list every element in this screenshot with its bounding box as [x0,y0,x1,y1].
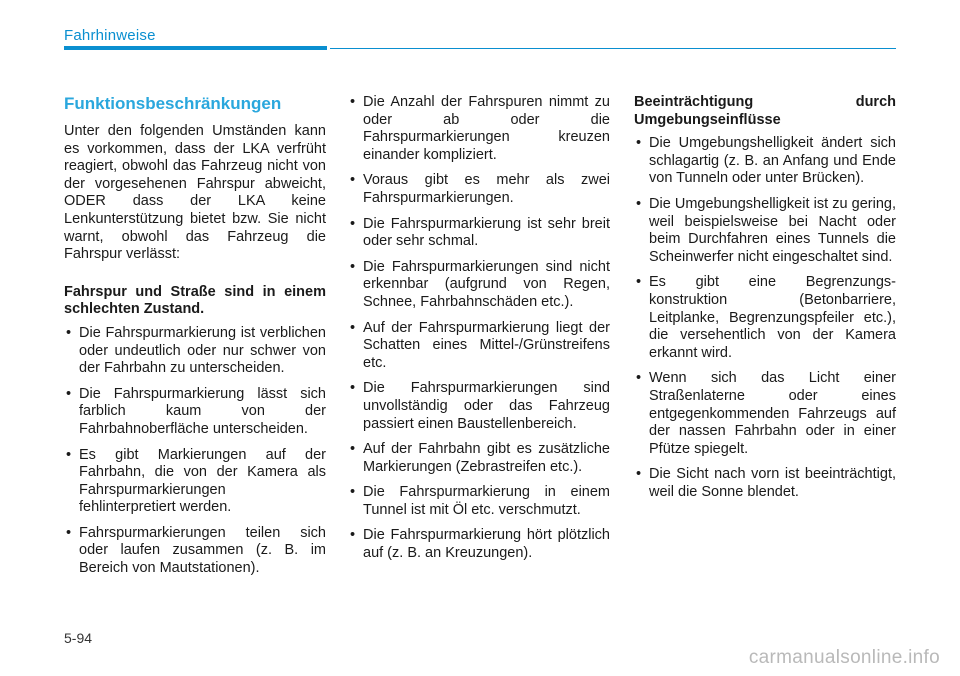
list-item: • Die Fahrspurmarkierung lässt sich farblich kaum von der Fahrbahnoberfläche unterscheiden. [66,385,326,437]
list-item: • Es gibt eine Begrenzungs-konstruktion (Betonbarriere, Leitplanke, Begrenzungspfeiler etc.), die versehentlich von der Kamera erkannt wird. [636,274,896,361]
column-3 [634,94,896,509]
list-item: • Auf der Fahrbahn gibt es zusätzliche Markierungen (Zebrastreifen etc.). [350,441,610,475]
watermark: carmanualsonline.info [748,647,940,668]
section-title: Funktionsbeschränkungen [64,94,282,113]
subheading-environment: Beeinträchtigung durch Umgebungseinflüsse [634,94,896,128]
list-item: • Die Anzahl der Fahrspuren nimmt zu oder ab oder die Fahrspurmarkierungen kreuzen einander kompliziert. [350,94,610,163]
list-item: • Die Fahrspurmarkierungen sind nicht erkennbar (aufgrund von Regen, Schnee, Fahrbahnschäden etc.). [350,258,610,310]
list-item: • Auf der Fahrspurmarkierung liegt der Schatten eines Mittel-/Grünstreifens etc. [350,319,610,371]
list-item: • Fahrspurmarkierungen teilen sich oder laufen zusammen (z. B. im Bereich von Mautstationen). [66,524,326,577]
column-2 [348,94,610,571]
list-item: • Die Fahrspurmarkierungen sind unvollständig oder das Fahrzeug passiert einen Baustellenbereich. [350,380,610,432]
list-item: • Die Umgebungshelligkeit ändert sich schlagartig (z. B. an Anfang und Ende von Tunneln oder unter Brücken). [636,135,896,187]
list-item: • Die Fahrspurmarkierung ist verblichen oder undeutlich oder nur schwer von der Fahrbahn zu unterscheiden. [66,324,326,377]
column-1 [64,94,326,586]
list-item: • Die Fahrspurmarkierung hört plötzlich auf (z. B. an Kreuzungen). [350,527,610,562]
list-item: • Wenn sich das Licht einer Straßenlaterne oder eines entgegenkommenden Fahrzeugs auf der nassen Fahrbahn oder in einer Pfütze spiegelt. [636,370,896,457]
bullet-list-3 [634,135,896,501]
header-rule-thin [330,48,896,49]
header-rule-thick [64,46,327,50]
intro-paragraph: Unter den folgenden Umständen kann es vorkommen, dass der LKA verfrüht reagiert, obwohl das Fahrzeug nicht von der vorgesehenen Fahrspur abweicht, ODER dass der LKA keine Lenkunterstützung bietet bzw. Sie nicht warnt, obwohl das Fahrzeug die Fahrspur verlässt: [64,123,326,263]
list-item: • Die Umgebungshelligkeit ist zu gering, weil beispielsweise bei Nacht oder beim Durchfahren eines Tunnels die Scheinwerfer nicht eingeschaltet sind. [636,195,896,265]
page-number: 5-94 [64,630,93,646]
list-item: • Die Sicht nach vorn ist beeinträchtigt, weil die Sonne blendet. [636,466,896,500]
bullet-list-1 [64,325,326,578]
list-item: • Die Fahrspurmarkierung in einem Tunnel ist mit Öl etc. verschmutzt. [350,484,610,518]
bullet-list-2 [348,94,610,563]
list-item: • Voraus gibt es mehr als zwei Fahrspurmarkierungen. [350,172,610,206]
list-item: • Es gibt Markierungen auf der Fahrbahn, die von der Kamera als Fahrspurmarkierungen fehlinterpretiert werden. [66,446,326,516]
section-label: Fahrhinweise [64,27,156,44]
subheading-road-condition: Fahrspur und Straße sind in einem schlechten Zustand. [64,283,326,318]
list-item: • Die Fahrspurmarkierung ist sehr breit oder sehr schmal. [350,215,610,250]
